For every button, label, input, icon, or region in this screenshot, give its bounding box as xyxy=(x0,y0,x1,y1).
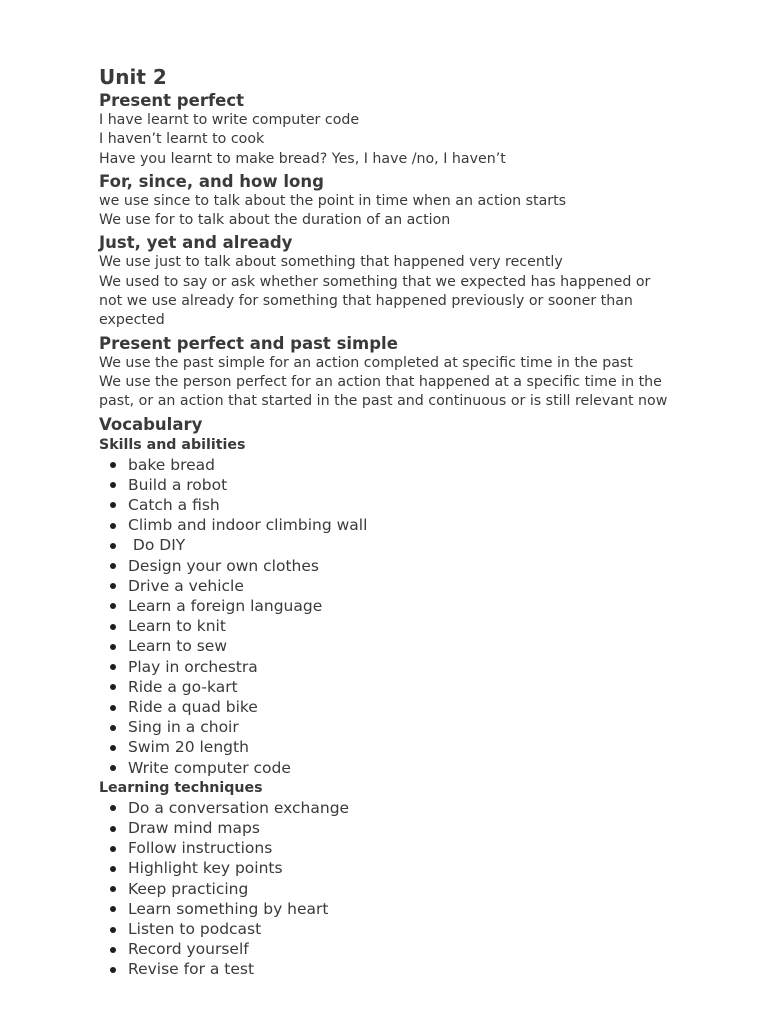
techniques-list xyxy=(99,798,679,980)
list-item xyxy=(99,636,679,656)
list-item xyxy=(99,879,679,899)
list-item xyxy=(99,838,679,858)
list-item-text: Ride a quad bike xyxy=(128,698,258,716)
list-item-text: Follow instructions xyxy=(128,839,273,858)
list-item xyxy=(99,475,679,495)
list-item-text: Learn to sew xyxy=(128,637,228,656)
bullet-icon xyxy=(110,745,116,751)
pp-past-simple-line: We use the past simple for an action completed at specific time in the past xyxy=(99,354,633,371)
list-item xyxy=(99,495,679,515)
list-item-text: Ride a go-kart xyxy=(128,677,238,696)
notes-page xyxy=(99,64,679,980)
list-item-text: Learn to knit xyxy=(128,617,226,636)
bullet-icon xyxy=(110,684,116,690)
list-item-text: Sing in a choir xyxy=(128,718,239,737)
list-item xyxy=(99,737,679,757)
skills-list xyxy=(99,455,679,778)
list-item-text: Listen to podcast xyxy=(128,920,262,939)
bullet-icon xyxy=(110,624,116,630)
bullet-icon xyxy=(110,886,116,892)
list-item-text: Highlight key points xyxy=(128,859,283,878)
list-item-text: Draw mind maps xyxy=(128,819,260,838)
list-item xyxy=(99,576,679,596)
list-item xyxy=(99,515,679,535)
bullet-icon xyxy=(110,826,116,832)
present-perfect-heading: Present perfect xyxy=(99,91,244,110)
bullet-icon xyxy=(110,563,116,569)
for-since-line: we use since to talk about the point in time when an action starts xyxy=(99,192,567,209)
unit-title: Unit 2 xyxy=(99,65,167,89)
list-item xyxy=(99,657,679,677)
list-item-text: Catch a fish xyxy=(128,495,220,514)
list-item xyxy=(99,818,679,838)
list-item xyxy=(99,939,679,959)
list-item xyxy=(99,899,679,919)
list-item xyxy=(99,556,679,576)
list-item xyxy=(99,616,679,636)
pp-past-simple-line: We use the person perfect for an action that happened at a specific time in the past, or an action that started in the past and continuous or is still relevant now xyxy=(99,373,668,410)
list-item-text: bake bread xyxy=(128,455,215,474)
list-item-text: Swim 20 length xyxy=(128,738,249,757)
list-item xyxy=(99,717,679,737)
skills-heading: Skills and abilities xyxy=(99,436,246,453)
present-perfect-line: Have you learnt to make bread? Yes, I have /no, I haven’t xyxy=(99,150,506,167)
list-item-text: Climb and indoor climbing wall xyxy=(128,516,368,535)
list-item xyxy=(99,919,679,939)
bullet-icon xyxy=(110,583,116,589)
bullet-icon xyxy=(110,906,116,912)
list-item xyxy=(99,758,679,778)
present-perfect-line: I have learnt to write computer code xyxy=(99,112,360,128)
pp-past-simple-heading: Present perfect and past simple xyxy=(99,333,398,353)
list-item-text: Drive a vehicle xyxy=(128,576,244,595)
bullet-icon xyxy=(110,603,116,609)
list-item-text: Do DIY xyxy=(128,536,186,555)
for-since-heading: For, since, and how long xyxy=(99,171,324,191)
bullet-icon xyxy=(110,725,116,731)
list-item-text: Keep practicing xyxy=(128,879,249,898)
bullet-icon xyxy=(110,846,116,852)
list-item-text: Record yourself xyxy=(128,940,249,959)
list-item xyxy=(99,455,679,475)
bullet-icon xyxy=(110,482,116,488)
techniques-heading: Learning techniques xyxy=(99,779,263,796)
bullet-icon xyxy=(110,543,116,549)
bullet-icon xyxy=(110,523,116,529)
list-item xyxy=(99,677,679,697)
bullet-icon xyxy=(110,765,116,771)
for-since-line: We use for to talk about the duration of an action xyxy=(99,212,451,229)
list-item-text: Do a conversation exchange xyxy=(128,798,350,817)
list-item-text: Design your own clothes xyxy=(128,556,319,575)
bullet-icon xyxy=(110,705,116,711)
list-item-text: Play in orchestra xyxy=(128,657,258,676)
just-yet-heading: Just, yet and already xyxy=(99,233,293,253)
bullet-icon xyxy=(110,947,116,953)
list-item-text: Learn something by heart xyxy=(128,899,329,918)
list-item-text: Learn a foreign language xyxy=(128,596,323,615)
bullet-icon xyxy=(110,502,116,508)
list-item-text: Build a robot xyxy=(128,475,228,494)
list-item xyxy=(99,858,679,878)
list-item-text: Write computer code xyxy=(128,758,291,777)
vocabulary-heading: Vocabulary xyxy=(99,414,203,434)
list-item xyxy=(99,596,679,616)
list-item xyxy=(99,697,679,717)
list-item xyxy=(99,959,679,979)
bullet-icon xyxy=(110,664,116,670)
bullet-icon xyxy=(110,866,116,872)
bullet-icon xyxy=(110,805,116,811)
just-yet-line: We use just to talk about something that happened very recently xyxy=(99,254,563,271)
list-item xyxy=(99,798,679,818)
just-yet-line: We used to say or ask whether something that we expected has happened or not we use already for something that happened previously or sooner than expected xyxy=(99,273,651,329)
bullet-icon xyxy=(110,927,116,933)
bullet-icon xyxy=(110,462,116,468)
list-item-text: Revise for a test xyxy=(128,960,255,979)
bullet-icon xyxy=(110,644,116,650)
list-item xyxy=(99,535,679,555)
present-perfect-line: I haven’t learnt to cook xyxy=(99,131,265,148)
bullet-icon xyxy=(110,967,116,973)
